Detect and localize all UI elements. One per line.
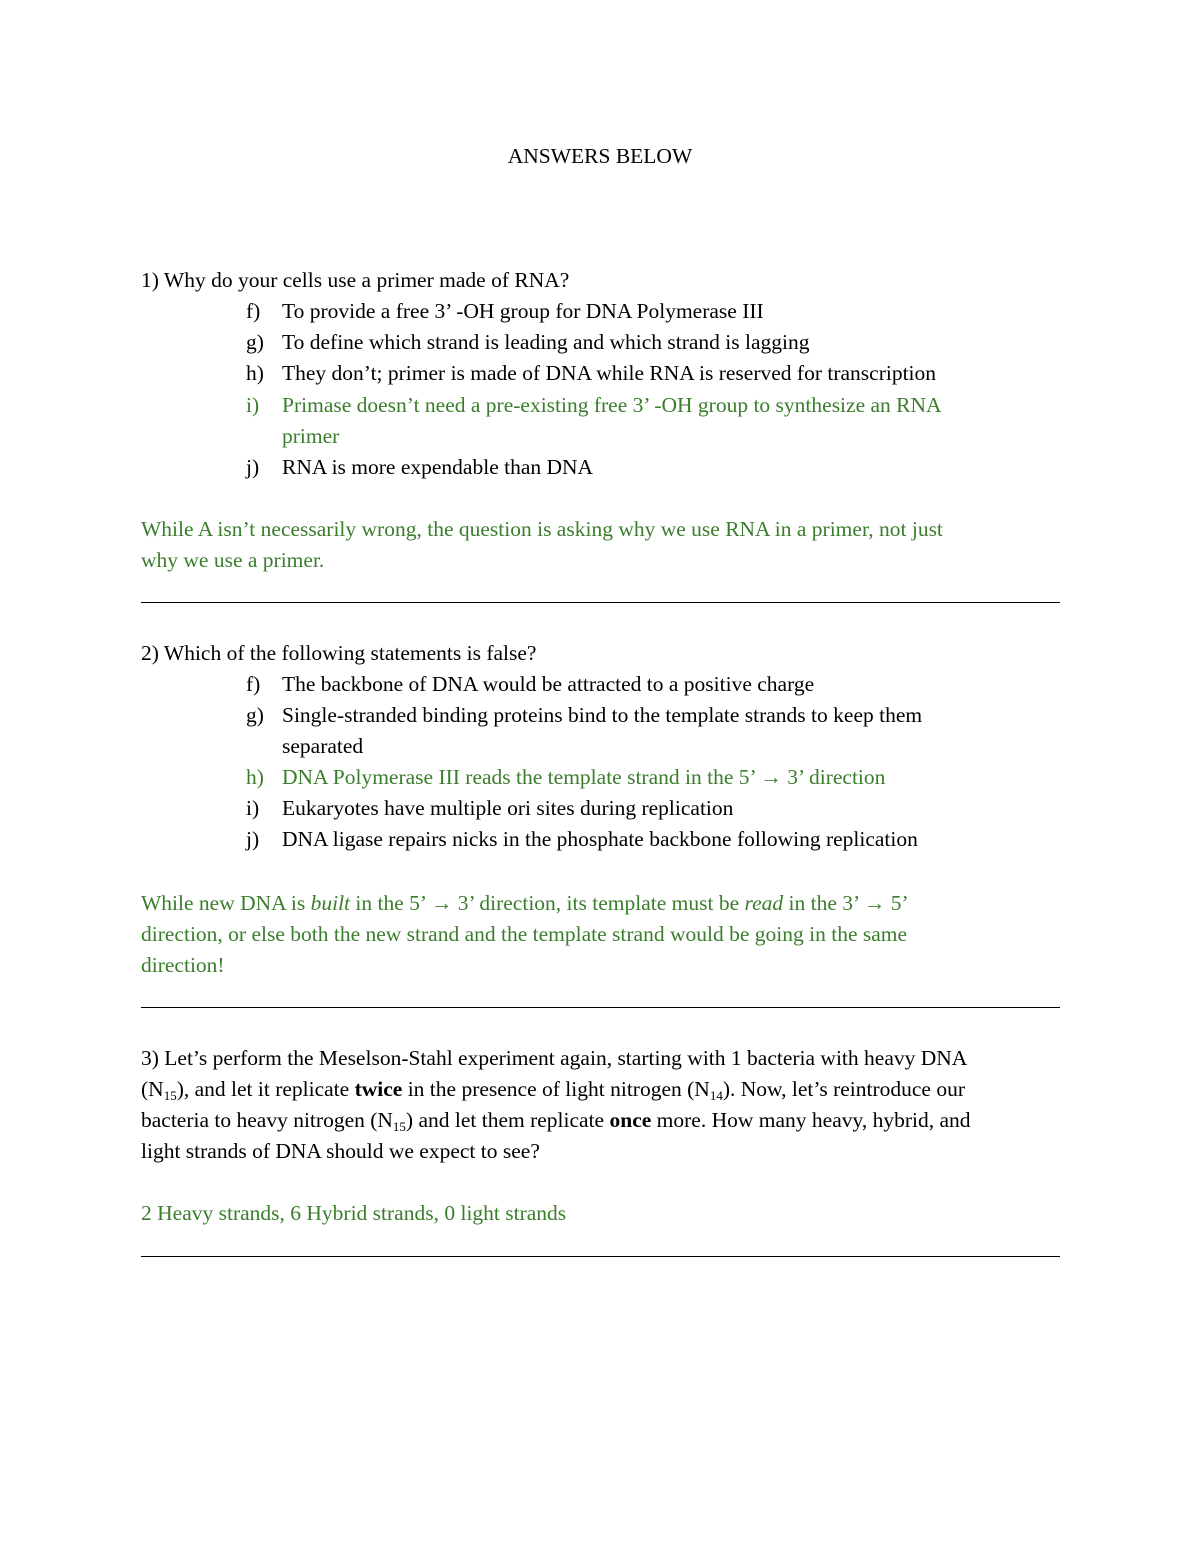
question-text: ), and let it replicate [176,1077,355,1101]
explanation-emphasis: built [310,891,351,915]
q2-option-g [246,702,922,728]
question-text: ) and let them replicate [405,1108,610,1132]
option-text: Primase doesn’t need a pre-existing free 3’ -OH group to synthesize an RNA [282,393,942,417]
q2-option-f [246,671,814,697]
question-text: in the presence of light nitrogen (N [402,1077,710,1101]
subscript: 15 [163,1088,177,1103]
subscript: 14 [709,1088,723,1103]
option-letter: g) [246,703,264,727]
q1-option-i-correct [246,392,942,418]
question-3-line-2 [141,1076,965,1102]
question-text: more. How many heavy, hybrid, and [651,1108,971,1132]
q2-explanation-line-3: direction! [141,953,225,977]
option-text: Single-stranded binding proteins bind to the template strands to keep them [282,703,923,727]
q3-answer: 2 Heavy strands, 6 Hybrid strands, 0 light strands [141,1201,567,1225]
emphasis: once [609,1108,652,1132]
q1-option-j [246,454,593,480]
question-3-line-3 [141,1107,971,1133]
option-text: RNA is more expendable than DNA [282,455,594,479]
option-letter: i) [246,393,260,417]
option-text: They don’t; primer is made of DNA while RNA is reserved for transcription [282,361,937,385]
option-text: Eukaryotes have multiple ori sites during replication [282,796,734,820]
subscript: 15 [392,1119,406,1134]
q2-option-g-continuation: separated [282,734,364,758]
emphasis: twice [354,1077,403,1101]
q2-option-h-correct [246,764,885,790]
question-3-line-4: light strands of DNA should we expect to see? [141,1139,540,1163]
question-2: 2) Which of the following statements is false? [141,641,537,665]
q1-explanation-line-2: why we use a primer. [141,548,325,572]
option-letter: h) [246,765,264,789]
option-letter: j) [246,827,260,851]
explanation-text: While new DNA is [141,891,311,915]
explanation-text: in the 5’ → 3’ direction, its template must be [350,891,745,915]
option-text: DNA Polymerase III reads the template strand in the 5’ → 3’ direction [282,765,886,789]
option-text: The backbone of DNA would be attracted to a positive charge [282,672,815,696]
q2-option-j [246,826,918,852]
explanation-text: in the 3’ → 5’ [783,891,909,915]
q1-option-f [246,298,764,324]
q2-explanation-line-2: direction, or else both the new strand and the template strand would be going in the same [141,922,908,946]
option-letter: i) [246,796,260,820]
option-text: DNA ligase repairs nicks in the phosphate backbone following replication [282,827,918,851]
option-letter: g) [246,330,264,354]
q1-option-g [246,329,810,355]
option-letter: f) [246,299,261,323]
q1-explanation-line-1: While A isn’t necessarily wrong, the question is asking why we use RNA in a primer, not just [141,517,943,541]
q1-option-h [246,360,936,386]
option-letter: f) [246,672,261,696]
page-title: ANSWERS BELOW [507,144,693,168]
question-1: 1) Why do your cells use a primer made of RNA? [141,268,570,292]
divider [141,1256,1060,1257]
q1-option-i-continuation: primer [282,424,340,448]
question-text: bacteria to heavy nitrogen (N [141,1108,393,1132]
explanation-emphasis: read [744,891,784,915]
question-text: (N [141,1077,164,1101]
question-3-line-1: 3) Let’s perform the Meselson-Stahl experiment again, starting with 1 bacteria with heavy DNA [141,1046,968,1070]
option-text: To define which strand is leading and which strand is lagging [282,330,810,354]
q2-option-i [246,795,733,821]
option-letter: h) [246,361,264,385]
divider [141,1007,1060,1008]
divider [141,602,1060,603]
q2-explanation-line-1 [141,890,909,916]
option-text: To provide a free 3’ -OH group for DNA Polymerase III [282,299,764,323]
question-text: ). Now, let’s reintroduce our [722,1077,966,1101]
option-letter: j) [246,455,260,479]
